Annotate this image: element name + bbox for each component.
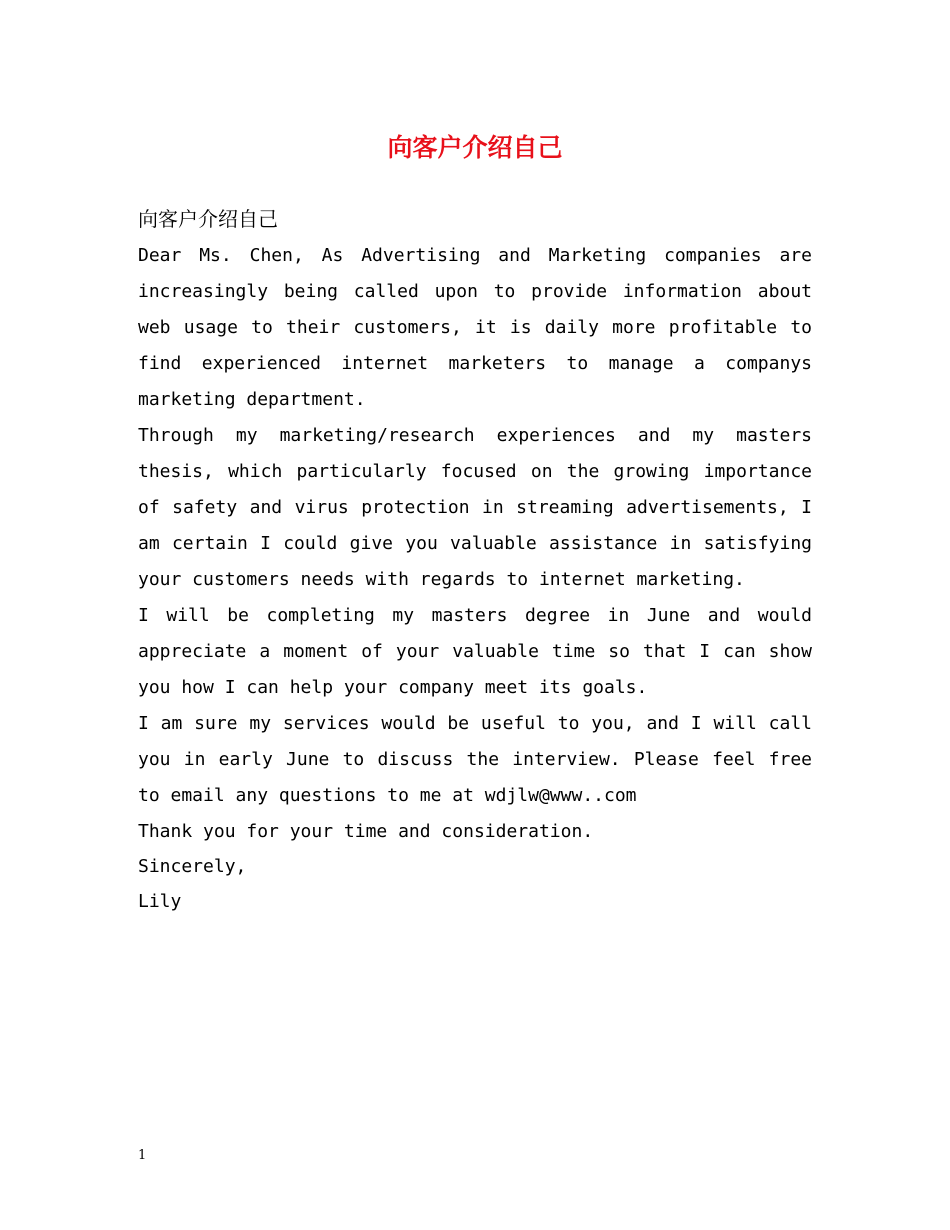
thanks-line: Thank you for your time and consideration. <box>138 821 594 842</box>
paragraph-4: I am sure my services would be useful to you, and I will call you in early June to discuss the interview. Please feel free to email any questions to me at wdjlw@www..com <box>138 713 812 806</box>
paragraph-3: I will be completing my masters degree in June and would appreciate a moment of your valuable time so that I can show you how I can help your company meet its goals. <box>138 605 812 698</box>
page-number: 1 <box>138 1148 147 1163</box>
signature: Lily <box>138 891 182 912</box>
closing-line: Sincerely, <box>138 856 247 877</box>
letter-body <box>138 200 812 919</box>
paragraph-1: Dear Ms. Chen, As Advertising and Marketing companies are increasingly being called upon to provide information about web usage to their customers, it is daily more profitable to find experienced internet marketers to manage a companys marketing department. <box>138 245 812 410</box>
paragraph-2: Through my marketing/research experiences and my masters thesis, which particularly focused on the growing importance of safety and virus protection in streaming advertisements, I am certain I could give you valuable assistance in satisfying your customers needs with regards to internet marketing. <box>138 425 812 590</box>
document-title: 向客户介绍自己 <box>387 133 563 162</box>
letter-subheading: 向客户介绍自己 <box>138 207 278 231</box>
